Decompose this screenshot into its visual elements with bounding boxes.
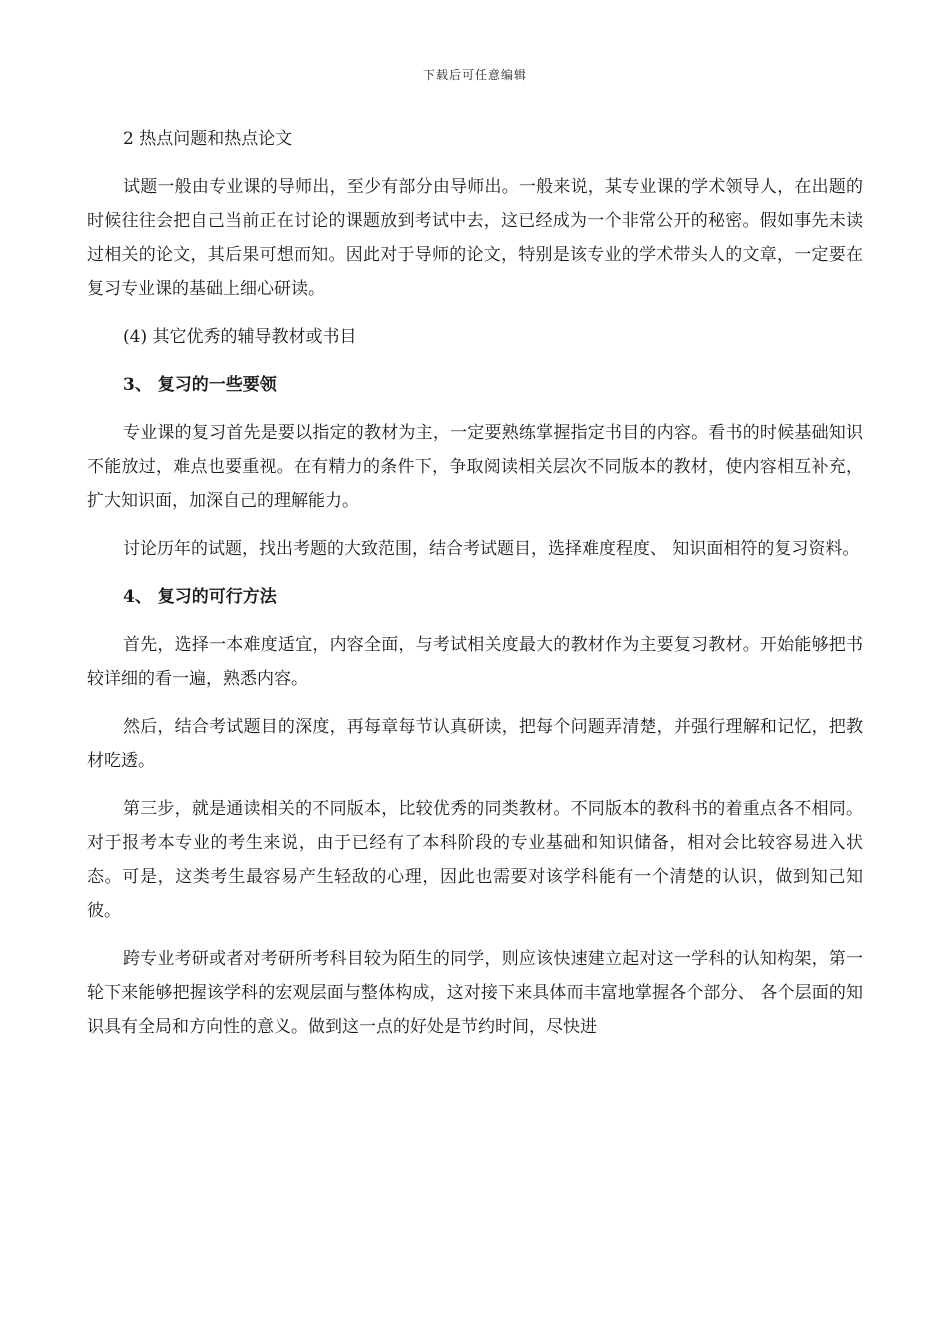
section-heading-review-essentials: 3、 复习的一些要领 (123, 375, 277, 395)
paragraph-step-third: 第三步，就是通读相关的不同版本，比较优秀的同类教材。不同版本的教科书的着重点各不相同。对于报考本专业的考生来说，由于已经有了本科阶段的专业基础和知识储备，相对会比较容易进入状态。可是，这类考生最容易产生轻敌的心理，因此也需要对该学科能有一个清楚的认识，做到知己知彼。 (87, 799, 863, 921)
section-heading-other-materials: (4) 其它优秀的辅导教材或书目 (123, 327, 357, 347)
page-header-note: 下载后可任意编辑 (422, 68, 527, 82)
section-heading-hot-topics: 2 热点问题和热点论文 (123, 129, 293, 149)
paragraph-cross-major: 跨专业考研或者对考研所考科目较为陌生的同学，则应该快速建立起对这一学科的认知构架，第一轮下来能够把握该学科的宏观层面与整体构成，这对接下来具体而丰富地掌握各个部分、 各个层面的知识具有全局和方向性的意义。做到这一点的好处是节约时间，尽快进 (87, 949, 863, 1037)
paragraph-step-then: 然后，结合考试题目的深度，再每章每节认真研读，把每个问题弄清楚，并强行理解和记忆，把教材吃透。 (87, 717, 863, 771)
paragraph-textbook-focus: 专业课的复习首先是要以指定的教材为主，一定要熟练掌握指定书目的内容。看书的时候基础知识不能放过，难点也要重视。在有精力的条件下，争取阅读相关层次不同版本的教材，使内容相互补充，扩大知识面，加深自己的理解能力。 (87, 423, 863, 511)
section-heading-review-methods: 4、 复习的可行方法 (123, 587, 277, 607)
paragraph-past-exams: 讨论历年的试题，找出考题的大致范围，结合考试题目，选择难度程度、 知识面相符的复习资料。 (123, 539, 860, 559)
document-body (87, 122, 863, 1058)
paragraph-exam-authors: 试题一般由专业课的导师出，至少有部分由导师出。一般来说，某专业课的学术领导人，在出题的时候往往会把自己当前正在讨论的课题放到考试中去，这已经成为一个非常公开的秘密。假如事先未读过相关的论文，其后果可想而知。因此对于导师的论文，特别是该专业的学术带头人的文章，一定要在复习专业课的基础上细心研读。 (87, 177, 863, 299)
paragraph-step-first: 首先，选择一本难度适宜，内容全面，与考试相关度最大的教材作为主要复习教材。开始能够把书较详细的看一遍，熟悉内容。 (87, 635, 863, 689)
